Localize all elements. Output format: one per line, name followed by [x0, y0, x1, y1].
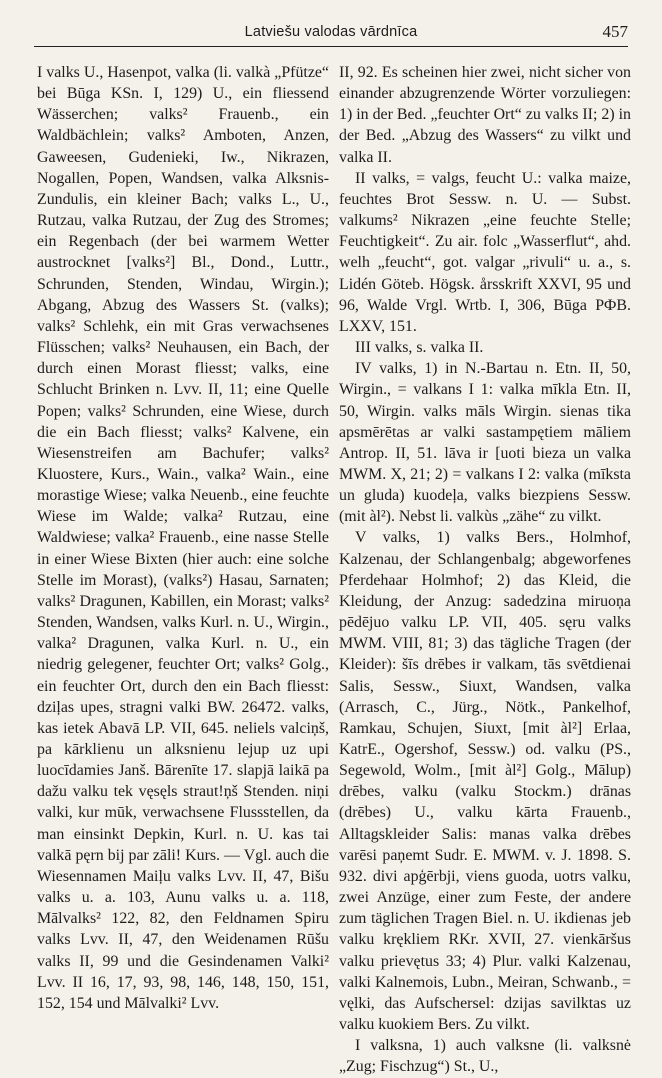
- entry-valks-1: I valks U., Hasenpot, valka (li. valkà „Pfütze“ bei Būga KSn. I, 129) U., ein fliessend Wässerchen; valks² Frauenb., ein Waldbächlein; valks² Amboten, Anzen, Gaweesen, Gudenieki, Iw., Nikrazen, Nogallen, Popen, Wandsen, valka Alksnis-Zundulis, ein kleiner Bach; valks L., U., Rutzau, valka Rutzau, der Zug des Stromes; ein Regenbach (der bei warmem Wetter austrocknet [valks²] Bl., Dond., Luttr., Schrunden, Stenden, Windau, Wirgin.); Abgang, Abzug des Wassers St. (valks); valks² Schlehk, ein mit Gras verwachsenes Flüsschen; valks² Neuhausen, ein Bach, der durch einen Morast fliesst; valks, eine Schlucht Brinken n. Lvv. II, 11; eine Quelle Popen; valks² Schrunden, eine Wiese, durch die ein Bach fliesst; valks² Kalvene, ein Wiesenstreifen am Bachufer; valks² Kluostere, Kurs., Wain., valka² Wain., eine morastige Wiese; valka Neuenb., eine feuchte Wiese im Walde; valka² Rutzau, eine Waldwiese; valka² Frauenb., eine nasse Stelle in einer Wiese Bixten (hier auch: eine solche Stelle im Morast), (valks²) Hasau, Sarnaten; valks² Dragunen, Kabillen, ein Morast; valks² Stenden, Wandsen, valks Kurl. n. U., Wirgin., valka² Dragunen, valka Kurl. n. U., ein niedrig gelegener, feuchter Ort; valks² Golg., ein feuchter Ort, durch den ein Bach fliesst: dziļas upes, stragni valki BW. 26472. valks, kas ietek Abavā LP. VII, 645. neliels valciņš, pa kārklienu un alksnienu lejup uz upi luocīdamies Janš. Bārenīte 17. slapjā laikā pa dažu valku tek vęsęls straut!ņš Stenden. niņi valki, kur mūk, verwachsene Flussstellen, da man einsinkt Depkin, Kurl. n. U. kas tai valkā pęrn bij par zāli! Kurs. — Vgl. auch die Wiesennamen Maiļu valks Lvv. II, 47, Bišu valks u. a. 103, Aunu valks u. a. 118, Mālvalks² 122, 82, den Feldnamen Spiru valks Lvv. II, 47, den Weidenamen Rūšu valks II, 99 und die Gesindenamen Valki² Lvv. II 16, 17, 93, 98, 146, 148, 150, 151, 152, 154 und Mālvalki² Lvv.: [37, 64, 329, 1012]
- page-number: 457: [602, 22, 628, 41]
- entry-valks-5: V valks, 1) valks Bers., Holmhof, Kalzenau, der Schlangenbalg; abgeworfenes Pferdehaar Holmhof; 2) das Kleid, die Kleidung, der Anzug: sadedzina miruoņa pēdējuo valku LP. VII, 405. sęru valks MWM. VIII, 81; 3) das tägliche Tragen (der Kleider): šīs drēbes ir valkam, tās svētdienai Salis, Sessw., Siuxt, Wandsen, valka (Arrasch, C., Jürg., Nötk., Pankelhof, Ramkau, Schujen, Siuxt, [mit àl²] Erlaa, KatrE., Ogershof, Sessw.) od. valku (PS., Segewold, Wolm., [mit àl²] Golg., Mālup) drēbes, valku (valku Stockm.) drānas (drēbes) U., valku kārta Frauenb., Alltagskleider Salis: manas valka drēbes varēsi paņemt Sudr. E. MWM. v. J. 1898. S. 932. divi apģērbji, viens guoda, uotrs valku, zwei Anzüge, einer zum Feste, der andere zum täglichen Tragen Biel. n. U. ikdienas jeb valku krękliem RKr. XVII, 27. vienkāršus valku prievętus 33; 4) Plur. valki Kalzenau, valki Kalnemois, Lubn., Meiran, Schwanb., = vęlki, das Aufschersel: dzijas savilktas uz valku kuokiem Bers. Zu vilkt.: [339, 529, 631, 1034]
- entry-continuation: II, 92. Es scheinen hier zwei, nicht sicher von einander abzugrenzende Wörter vorzuliegen: 1) in der Bed. „feuchter Ort“ zu valks II; 2) in der Bed. „Abzug des Wassers“ zu vilkt und valka II.: [339, 64, 631, 166]
- page-header: [34, 18, 628, 47]
- left-column: [37, 62, 329, 1014]
- entry-valks-4: IV valks, 1) in N.-Bartau n. Etn. II, 50, Wirgin., = valkans I 1: valka mīkla Etn. II, 50, Wirgin. valks māls Wirgin. sienas tika apsmērētas ar valki sastampętiem māliem Antrop. II, 51. lāva ir [uoti bieza un valka MWM. X, 21; 2) = valkans I 2: valka (mīksta un gluda) kuodeļa, valks biezpiens Sessw. (mit àl²). Nebst li. valkùs „zähe“ zu vilkt.: [339, 360, 631, 526]
- entry-valks-3: III valks, s. valka II.: [355, 339, 484, 357]
- entry-valksna-1: I valksna, 1) auch valksne (li. valksnė „Zug; Fischzug“) St., U.,: [339, 1037, 631, 1076]
- running-title: Latviešu valodas vārdnīca: [244, 24, 418, 40]
- entry-valks-2: II valks, = valgs, feucht U.: valka maize, feuchtes Brot Sessw. n. U. — Subst. valkums² Nikrazen „eine feuchte Stelle; Feuchtigkeit“. Zu air. folc „Wasserflut“, ahd. welh „feucht“, got. valgar „rivuli“ u. a., s. Lidén Göteb. Högsk. årsskrift XXVI, 95 und 96, Walde Vrgl. Wrtb. I, 306, Būga РФВ. LXXV, 151.: [339, 169, 631, 335]
- right-column: [339, 62, 631, 1078]
